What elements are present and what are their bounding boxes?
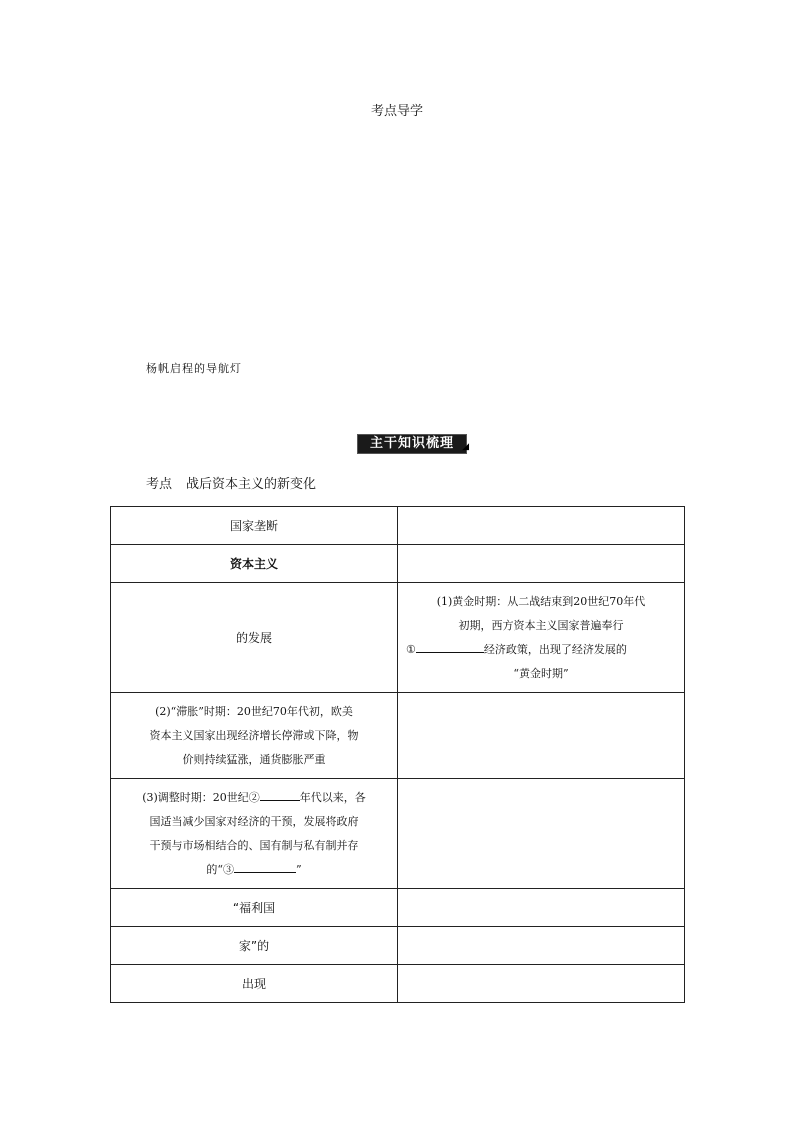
fill-blank-1[interactable]: [416, 640, 484, 653]
adjustment-line-1-before: (3)调整时期：20世纪②: [142, 790, 260, 804]
fill-blank-3[interactable]: [234, 860, 296, 873]
table-row: [111, 779, 685, 889]
adjustment-line-1-after: 年代以来，各: [299, 790, 366, 804]
adjustment-line-4: [119, 858, 389, 882]
table-cell: “福利国: [111, 889, 398, 927]
banner-label: 主干知识梳理: [369, 436, 454, 451]
stagflation-line-3: 价则持续猛涨，通货膨胀严重: [182, 752, 326, 766]
golden-line-3: [406, 638, 676, 662]
fill-blank-2[interactable]: [260, 788, 300, 801]
banner-arrow-icon: ◢: [462, 442, 470, 452]
table-row: [111, 693, 685, 779]
blank-marker-1: ①: [406, 642, 416, 656]
table-cell-empty: [398, 779, 685, 889]
adjustment-line-2: 国适当减少国家对经济的干预，发展将政府: [149, 814, 359, 828]
stagflation-cell: [111, 693, 398, 779]
table-cell: 的发展: [111, 583, 398, 693]
stagflation-line-1: (2)“滞胀”时期：20世纪70年代初，欧美: [155, 704, 353, 718]
section-name: 战后资本主义的新变化: [186, 477, 317, 492]
adjustment-line-4-before: 的“③: [206, 862, 234, 876]
adjustment-line-4-after: ”: [296, 862, 302, 876]
table-cell: 家”的: [111, 927, 398, 965]
table-cell-empty: [398, 507, 685, 545]
table-row: [111, 583, 685, 693]
page-subtitle: 杨帆启程的导航灯: [146, 362, 242, 375]
golden-line-3-text: 经济政策，出现了经济发展的: [483, 642, 627, 656]
golden-line-2: 初期，西方资本主义国家普遍奉行: [458, 618, 624, 632]
adjustment-cell: [111, 779, 398, 889]
table-cell-empty: [398, 889, 685, 927]
table-cell: 资本主义: [111, 545, 398, 583]
adjustment-line-3: 干预与市场相结合的、国有制与私有制并存: [149, 838, 359, 852]
table-cell: 国家垄断: [111, 507, 398, 545]
table-row: [111, 889, 685, 927]
golden-period-cell: [398, 583, 685, 693]
table-row: [111, 965, 685, 1003]
adjustment-line-1: [119, 786, 389, 810]
golden-line-1: (1)黄金时期：从二战结束到20世纪70年代: [436, 594, 646, 608]
knowledge-table: [110, 506, 685, 1003]
table-row: [111, 545, 685, 583]
golden-line-4: “黄金时期”: [513, 666, 569, 680]
table-cell-empty: [398, 693, 685, 779]
section-banner: [357, 434, 470, 454]
table-row: [111, 507, 685, 545]
section-label: 考点: [146, 477, 173, 492]
table-cell-empty: [398, 545, 685, 583]
table-cell-empty: [398, 965, 685, 1003]
stagflation-line-2: 资本主义国家出现经济增长停滞或下降，物: [149, 728, 359, 742]
section-heading: [146, 473, 330, 492]
table-row: [111, 927, 685, 965]
table-cell-empty: [398, 927, 685, 965]
table-cell: 出现: [111, 965, 398, 1003]
page-title: 考点导学: [370, 104, 423, 119]
